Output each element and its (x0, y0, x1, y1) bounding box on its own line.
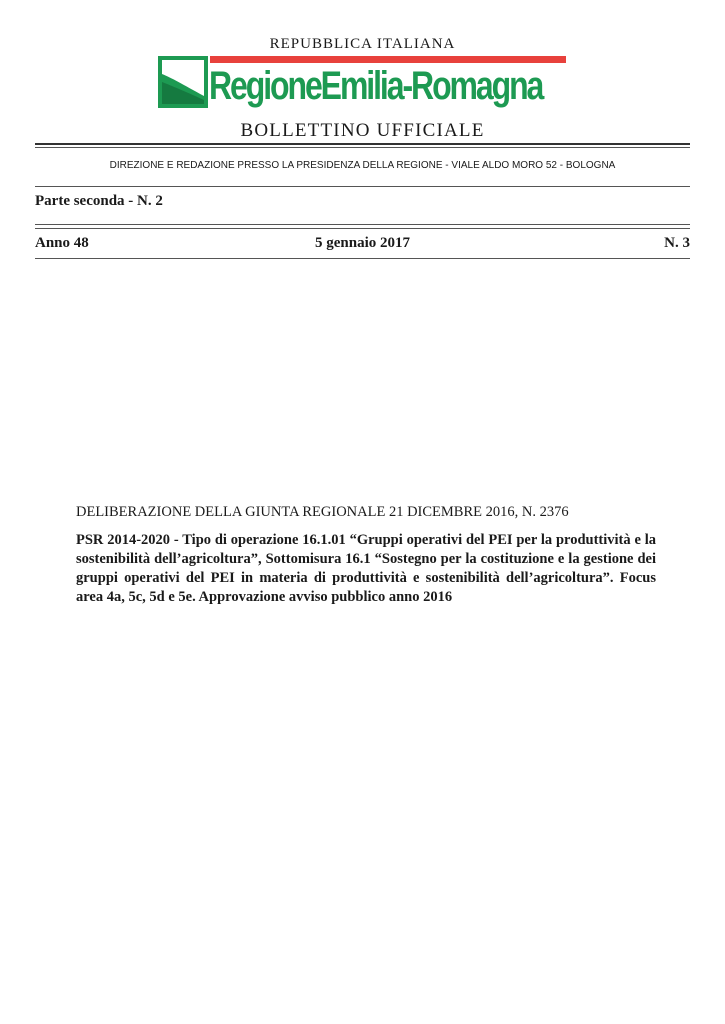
republic-header: REPUBBLICA ITALIANA (269, 36, 456, 52)
logo-red-bar (210, 56, 566, 63)
divider-direction (35, 186, 690, 187)
issue-date: 5 gennaio 2017 (314, 235, 410, 251)
divider-top-2 (35, 147, 690, 148)
bulletin-title: BOLLETTINO UFFICIALE (240, 120, 485, 141)
issue-info-row (35, 235, 690, 255)
region-logo-text: RegioneEmilia-Romagna (209, 64, 543, 108)
act-heading: DELIBERAZIONE DELLA GIUNTA REGIONALE 21 DICEMBRE 2016, N. 2376 (76, 504, 569, 520)
issue-year: Anno 48 (35, 235, 89, 251)
direction-line: DIREZIONE E REDAZIONE PRESSO LA PRESIDENZA DELLA REGIONE - VIALE ALDO MORO 52 - BOLOGNA (109, 160, 616, 171)
act-subject: PSR 2014-2020 - Tipo di operazione 16.1.01 “Gruppi operativi del PEI per la produttività e la sostenibilità dell’agricoltura”, Sottomisura 16.1 “Sostegno per la costituzione e la gestione dei gruppi operativi del PEI in materia di produttività e sostenibilità dell’agricoltura”. Focus area 4a, 5c, 5d e 5e. Approvazione avviso pubblico anno 2016 (76, 532, 656, 605)
divider-top-1 (35, 143, 690, 145)
region-logo (158, 54, 568, 116)
region-emblem-icon (158, 56, 208, 108)
part-label: Parte seconda - N. 2 (35, 193, 163, 209)
divider-part-2 (35, 228, 690, 229)
issue-number: N. 3 (664, 235, 690, 251)
divider-issue (35, 258, 690, 259)
divider-part-1 (35, 224, 690, 225)
